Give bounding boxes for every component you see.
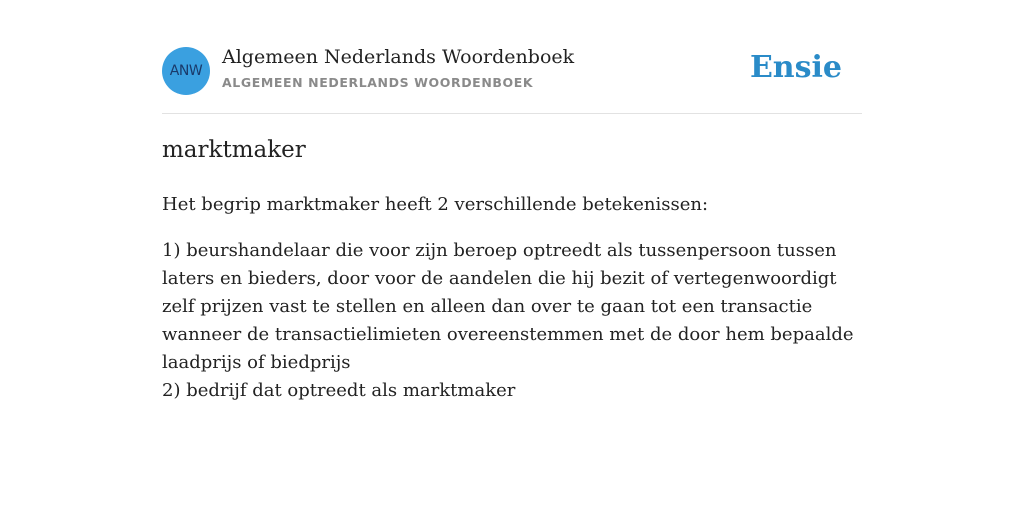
- definition-item: 1) beurshandelaar die voor zijn beroep optreedt als tussenpersoon tussen laters en bieders, door voor de aandelen die hij bezit of vertegenwoordigt zelf prijzen vast te stellen en alleen dan over te gaan tot een transactie wanneer de transactielimieten overeenstemmen met de door hem bepaalde laadprijs of biedprijs: [162, 240, 854, 373]
- headword: marktmaker: [162, 137, 306, 163]
- definition-item: 2) bedrijf dat optreedt als marktmaker: [162, 380, 516, 401]
- source-logo-text: ANW: [169, 63, 203, 79]
- source-subtitle: ALGEMEEN NEDERLANDS WOORDENBOEK: [222, 75, 534, 90]
- definition-list: [162, 237, 862, 405]
- entry-intro: Het begrip marktmaker heeft 2 verschillende betekenissen:: [162, 194, 709, 215]
- source-logo[interactable]: [162, 47, 210, 95]
- source-header: [162, 46, 862, 96]
- source-title[interactable]: Algemeen Nederlands Woordenboek: [222, 46, 575, 68]
- header-divider: [162, 113, 862, 114]
- brand-logo[interactable]: Ensie: [749, 50, 842, 85]
